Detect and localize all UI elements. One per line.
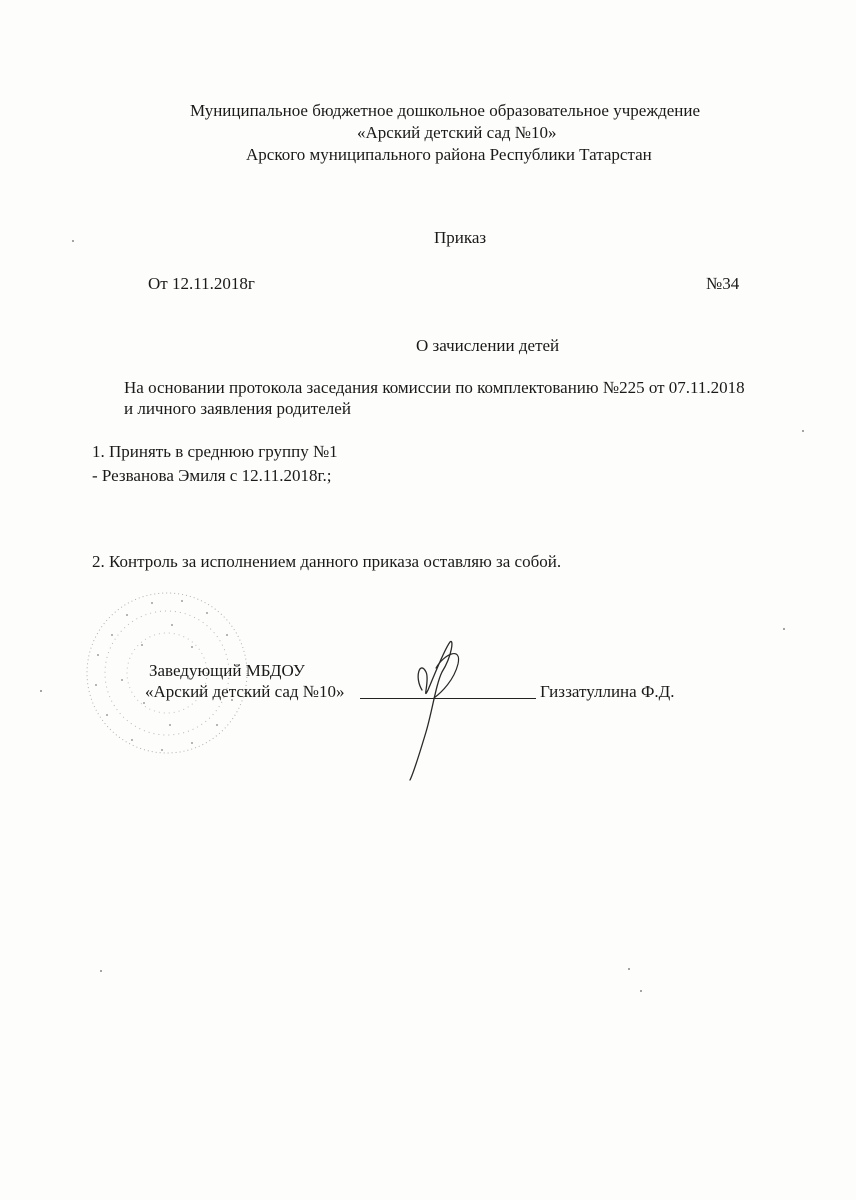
org-name-line1: Муниципальное бюджетное дошкольное образовательное учреждение bbox=[190, 101, 700, 120]
signer-position-line1: Заведующий МБДОУ bbox=[149, 661, 305, 680]
scan-speck bbox=[802, 430, 804, 432]
scan-speck bbox=[40, 690, 42, 692]
scan-speck bbox=[640, 990, 642, 992]
item1-title: 1. Принять в среднюю группу №1 bbox=[92, 442, 338, 461]
item2: 2. Контроль за исполнением данного приказа оставляю за собой. bbox=[92, 552, 562, 571]
item1-child: - Резванова Эмиля с 12.11.2018г.; bbox=[92, 466, 332, 485]
basis-line2: и личного заявления родителей bbox=[124, 399, 351, 418]
order-number: №34 bbox=[706, 274, 740, 293]
org-name-line2: «Арский детский сад №10» bbox=[357, 123, 557, 142]
order-title: Приказ bbox=[434, 228, 487, 247]
scan-speck bbox=[783, 628, 785, 630]
order-date: От 12.11.2018г bbox=[148, 274, 255, 293]
handwritten-signature bbox=[392, 632, 482, 782]
signer-name: Гиззатуллина Ф.Д. bbox=[540, 682, 675, 701]
scan-speck bbox=[100, 970, 102, 972]
scan-speck bbox=[628, 968, 630, 970]
signer-position-line2: «Арский детский сад №10» bbox=[145, 682, 345, 701]
scan-speck bbox=[72, 240, 74, 242]
org-name-line3: Арского муниципального района Республики Татарстан bbox=[246, 145, 652, 164]
order-subject: О зачислении детей bbox=[416, 336, 560, 355]
basis-line1: На основании протокола заседания комиссии по комплектованию №225 от 07.11.2018 bbox=[124, 378, 745, 397]
